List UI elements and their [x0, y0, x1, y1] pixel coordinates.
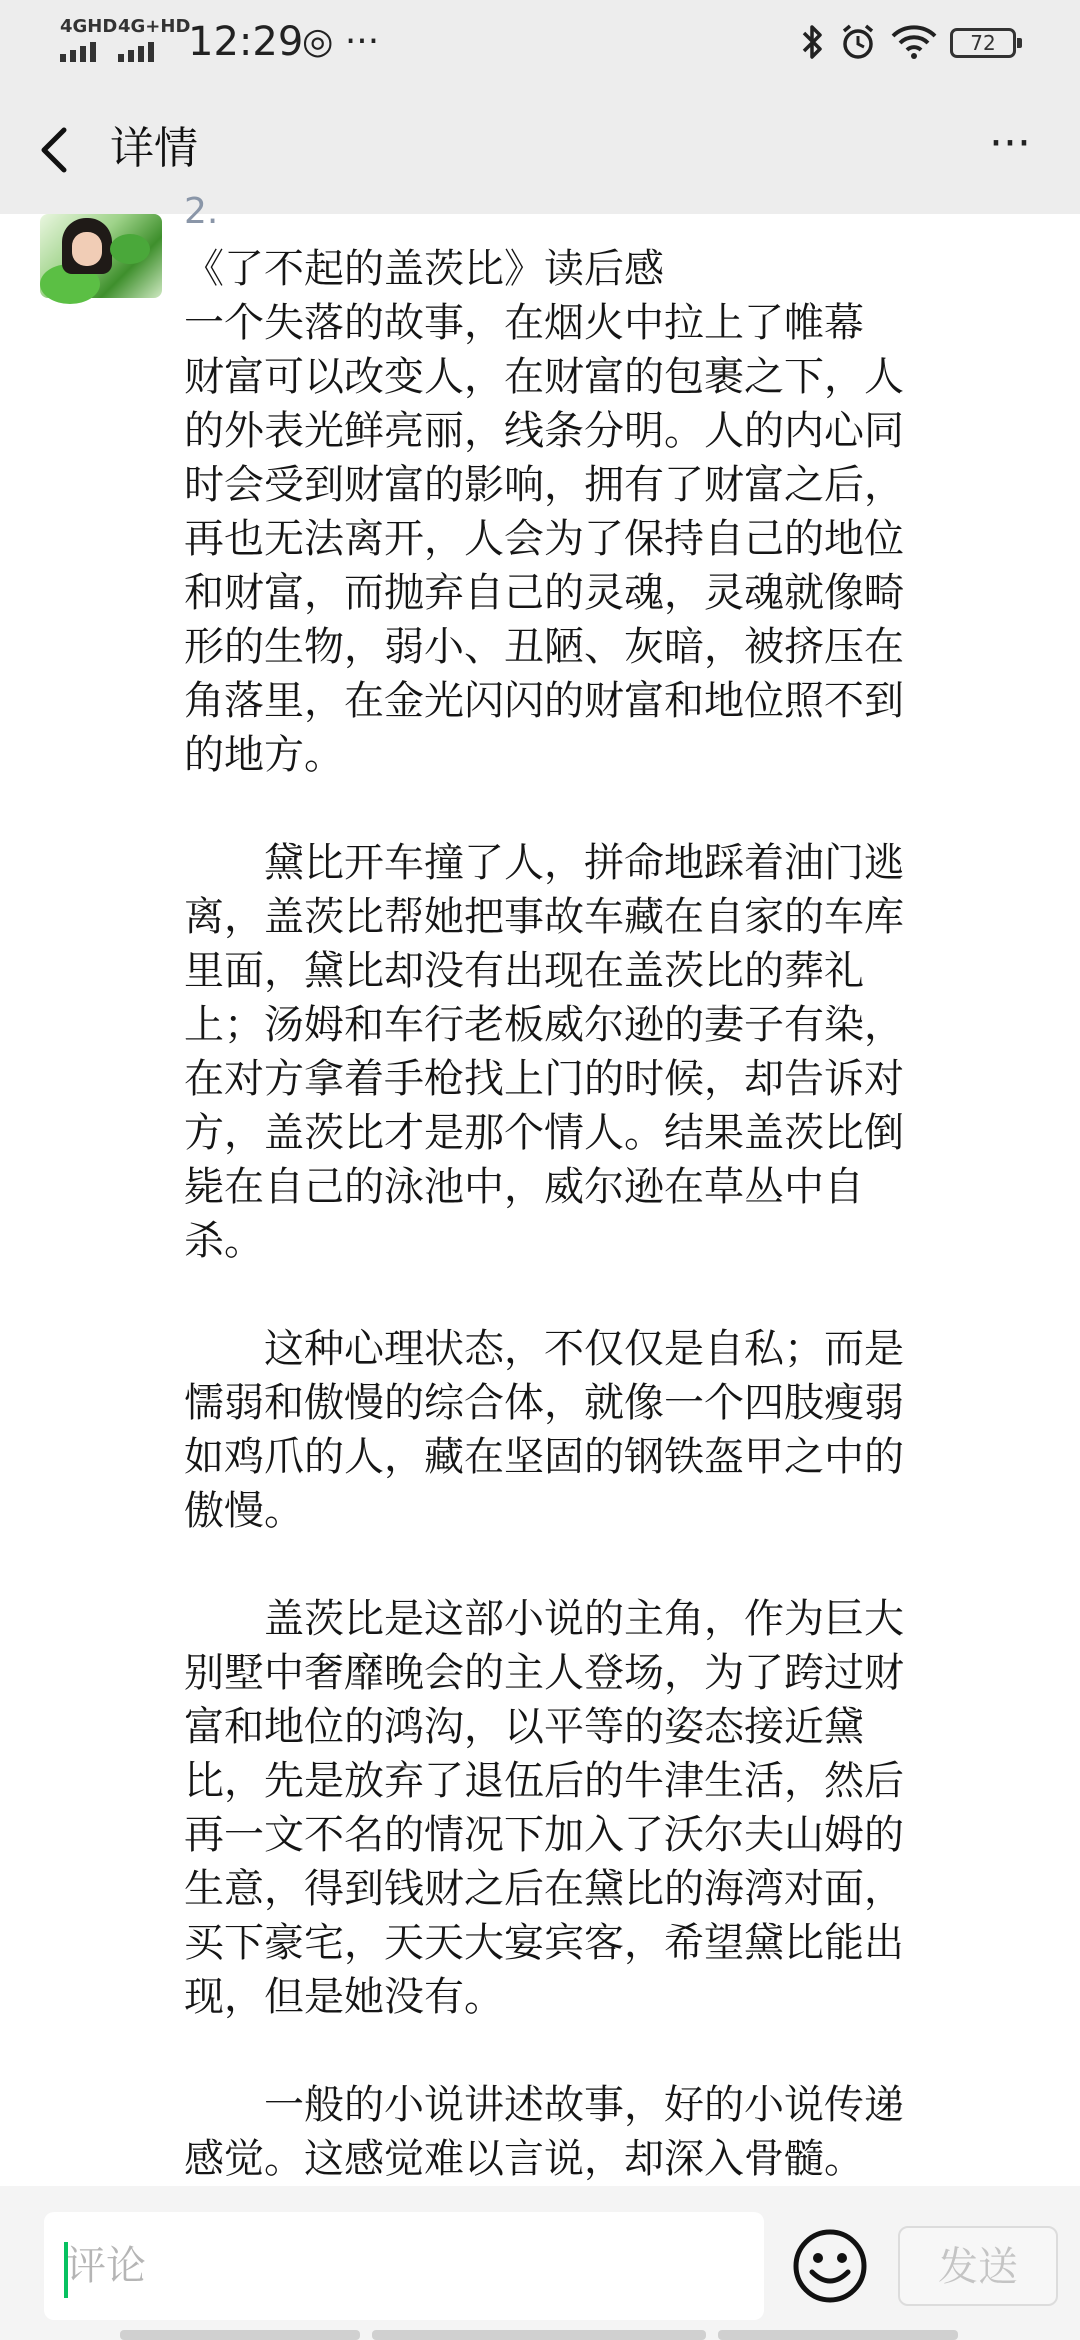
nav-indicator — [718, 2330, 958, 2340]
back-arrow-icon[interactable] — [24, 110, 104, 190]
paragraph-1: 一个失落的故事，在烟火中拉上了帷幕 财富可以改变人，在财富的包裹之下，人 的外表光鲜亮丽，线条分明。人的内心同 时会受到财富的影响，拥有了财富之后， 再也无法离开，人会为了保持自己的地位 和财富，而抛弃自己的灵魂，灵魂就像畸 形的生物，弱小、丑陋、灰暗，被挤压在 角落里，在金光闪闪的财富和地位照不到 的地方。 — [184, 300, 904, 778]
network-type-label: 4GHD — [60, 16, 118, 37]
post-body — [184, 242, 1024, 2186]
paragraph-2: 黛比开车撞了人，拼命地踩着油门逃 离，盖茨比帮她把事故车藏在自家的车库 里面，黛比却没有出现在盖茨比的葬礼 上；汤姆和车行老板威尔逊的妻子有染， 在对方拿着手枪找上门的时候，却告诉对 方，盖茨比才是那个情人。结果盖茨比倒 毙在自己的泳池中，威尔逊在草丛中自 杀。 — [184, 840, 904, 1264]
paragraph-3: 这种心理状态，不仅仅是自私；而是 懦弱和傲慢的综合体，就像一个四肢瘦弱 如鸡爪的人，藏在坚固的钢铁盔甲之中的 傲慢。 — [184, 1326, 904, 1534]
notification-icons: ◎ ··· — [302, 21, 380, 62]
network-type-label-2: 4G+HD — [118, 16, 191, 37]
alarm-icon — [838, 22, 878, 62]
paragraph-4: 盖茨比是这部小说的主角，作为巨大 别墅中奢靡晚会的主人登场，为了跨过财 富和地位的鸿沟，以平等的姿态接近黛 比，先是放弃了退伍后的牛津生活，然后 再一文不名的情况下加入了沃尔夫山姆的 生意，得到钱财之后在黛比的海湾对面， 买下豪宅，天天大宴宾客，希望黛比能出 现，但是她没有。 — [184, 1596, 904, 2020]
status-time: 12:29 — [188, 19, 304, 65]
more-options-button[interactable]: ··· — [989, 118, 1031, 169]
battery-icon — [950, 28, 1016, 58]
clipped-item-number: 2. — [184, 191, 219, 232]
paragraph-5: 一般的小说讲述故事，好的小说传递 感觉。这感觉难以言说，却深入骨髓。 — [184, 2082, 904, 2182]
avatar[interactable] — [40, 214, 162, 298]
comment-input[interactable] — [44, 2212, 764, 2320]
title-bar — [0, 84, 1080, 214]
status-bar — [0, 0, 1080, 84]
emoji-icon[interactable] — [790, 2226, 870, 2306]
nav-indicator — [372, 2330, 706, 2340]
signal-strength-icon-2 — [118, 18, 190, 62]
comment-bar — [0, 2186, 1080, 2340]
post-title: 《了不起的盖茨比》读后感 — [184, 246, 664, 292]
nav-indicator — [120, 2330, 360, 2340]
page-title: 详情 — [110, 123, 198, 174]
wifi-icon — [890, 24, 938, 60]
signal-strength-icon — [60, 18, 117, 62]
bluetooth-icon — [798, 22, 828, 62]
text-caret — [64, 2242, 68, 2298]
battery-level: 72 — [970, 31, 996, 55]
send-button[interactable]: 发送 — [898, 2226, 1058, 2306]
